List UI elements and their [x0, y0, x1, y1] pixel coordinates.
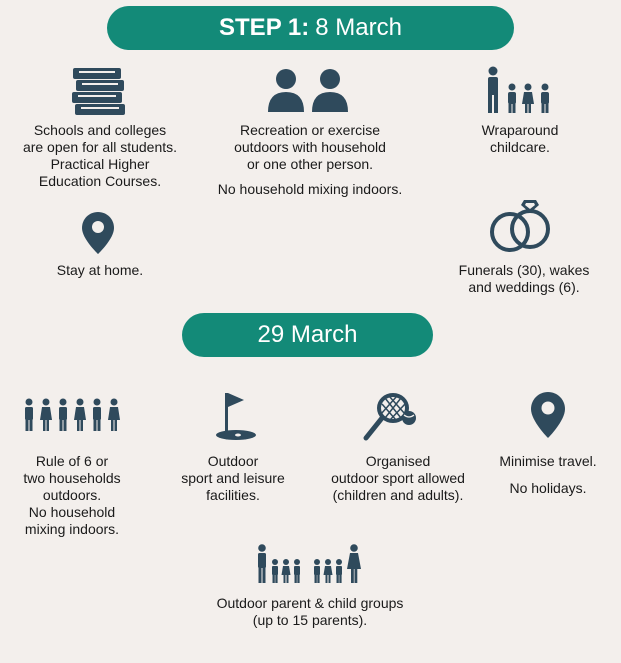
parent-groups-text: Outdoor parent & child groups (up to 15 parents).: [216, 595, 404, 628]
step2-date: 29 March: [257, 321, 358, 348]
travel-text: Minimise travel.: [499, 453, 597, 469]
two-people-icon: [266, 68, 352, 112]
recreation-note: No household mixing indoors.: [217, 181, 403, 197]
travel-pin-icon: [531, 392, 565, 438]
step1-date: 8 March: [315, 14, 402, 41]
parent-child-groups-icon: [255, 544, 363, 584]
recreation-text: Recreation or exercise outdoors with household or one other person.: [234, 122, 386, 172]
step1-banner: [107, 6, 514, 50]
funerals-text: Funerals (30), wakes and weddings (6).: [458, 262, 590, 295]
wraparound-text: Wraparound childcare.: [481, 122, 559, 155]
step1-prefix: STEP 1:: [219, 14, 310, 41]
holidays-text: No holidays.: [509, 480, 587, 496]
organised-sport-text: Organised outdoor sport allowed (children and adults).: [331, 453, 465, 503]
outdoor-sport-text: Outdoor sport and leisure facilities.: [181, 453, 285, 503]
tennis-racket-icon: [363, 390, 419, 442]
step2-banner: [182, 313, 433, 357]
books-icon: [71, 66, 127, 116]
golf-flag-icon: [214, 391, 256, 441]
family-icon: [484, 66, 556, 114]
location-pin-icon: [82, 212, 114, 254]
stay-home-text: Stay at home.: [56, 262, 144, 278]
wedding-rings-icon: [487, 198, 553, 254]
rule6-text: Rule of 6 or two households outdoors. No household mixing indoors.: [23, 453, 121, 537]
six-people-icon: [22, 398, 122, 432]
schools-text: Schools and colleges are open for all students. Practical Higher Education Courses.: [22, 122, 178, 189]
